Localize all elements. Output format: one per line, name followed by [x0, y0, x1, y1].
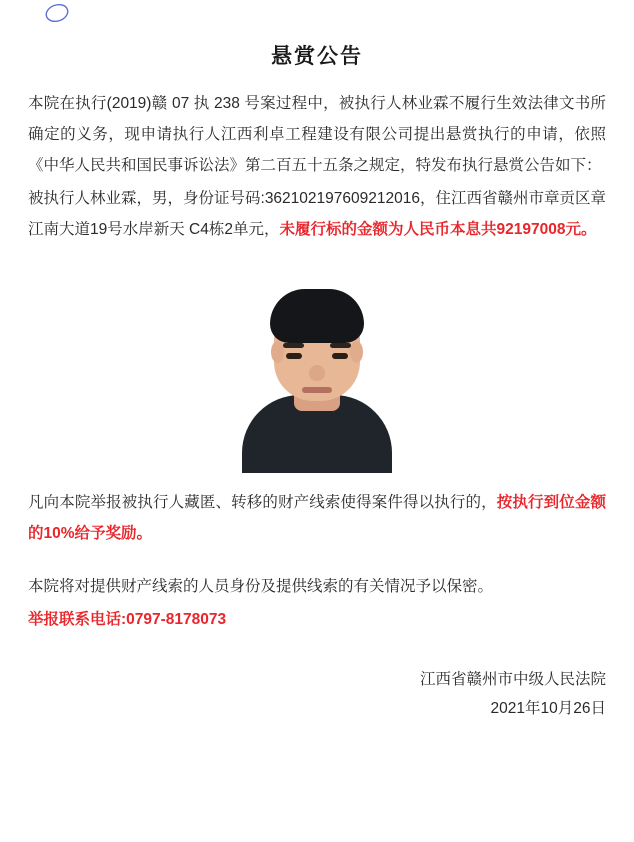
portrait-image	[242, 263, 392, 473]
paragraph-run-text: 本院将对提供财产线索的人员身份及提供线索的有关情况予以保密。	[28, 578, 494, 595]
portrait-brow-left	[283, 343, 304, 348]
spacer	[28, 551, 606, 571]
page-title: 悬赏公告	[271, 45, 363, 68]
paragraph-debtor-info	[28, 183, 606, 245]
portrait-hair	[270, 289, 364, 343]
report-phone-number[interactable]: 举报联系电话:0797-8178073	[28, 611, 227, 628]
issue-date: 2021年10月26日	[490, 700, 606, 718]
page-topbar	[28, 0, 606, 34]
paragraph-run-text: 凡向本院举报被执行人藏匿、转移的财产线索使得案件得以执行的，	[28, 494, 497, 511]
debtor-photo	[28, 263, 606, 473]
portrait-ear-right	[350, 341, 363, 363]
portrait-mouth	[302, 387, 332, 393]
paragraph-run-text: 本院在执行(2019)赣 07 执 238 号案过程中，被执行人林业霖不履行生效法律文书所确定的义务，现申请执行人江西利卓工程建设有限公司提出悬赏执行的申请，依照《中华人民共和国民事诉讼法》第二百五十五条之规定，特发布执行悬赏公告如下：	[28, 95, 606, 174]
portrait-brow-right	[330, 343, 351, 348]
paragraph-run-reward: 按执行到位金额的10%给予奖励。	[28, 494, 606, 542]
paragraph-reward-terms	[28, 487, 606, 549]
portrait-nose	[309, 365, 325, 381]
issuing-court: 江西省赣州市中级人民法院	[419, 671, 606, 688]
paragraph-run-amount: 未履行标的金额为人民币本息共92197008元。	[279, 221, 597, 238]
paragraph-confidentiality	[28, 571, 606, 602]
portrait-eye-right	[332, 353, 348, 359]
paperclip-icon	[44, 2, 70, 22]
paragraph-run-text: 被执行人林业霖，男，身份证号码:362102197609212016，住江西省赣州市章贡区章江南大道19号水岸新天 C4栋2单元，	[28, 190, 606, 238]
paragraph-case-intro	[28, 88, 606, 181]
paragraph-hotline	[28, 604, 606, 635]
portrait-eye-left	[286, 353, 302, 359]
signature-block	[28, 665, 606, 724]
